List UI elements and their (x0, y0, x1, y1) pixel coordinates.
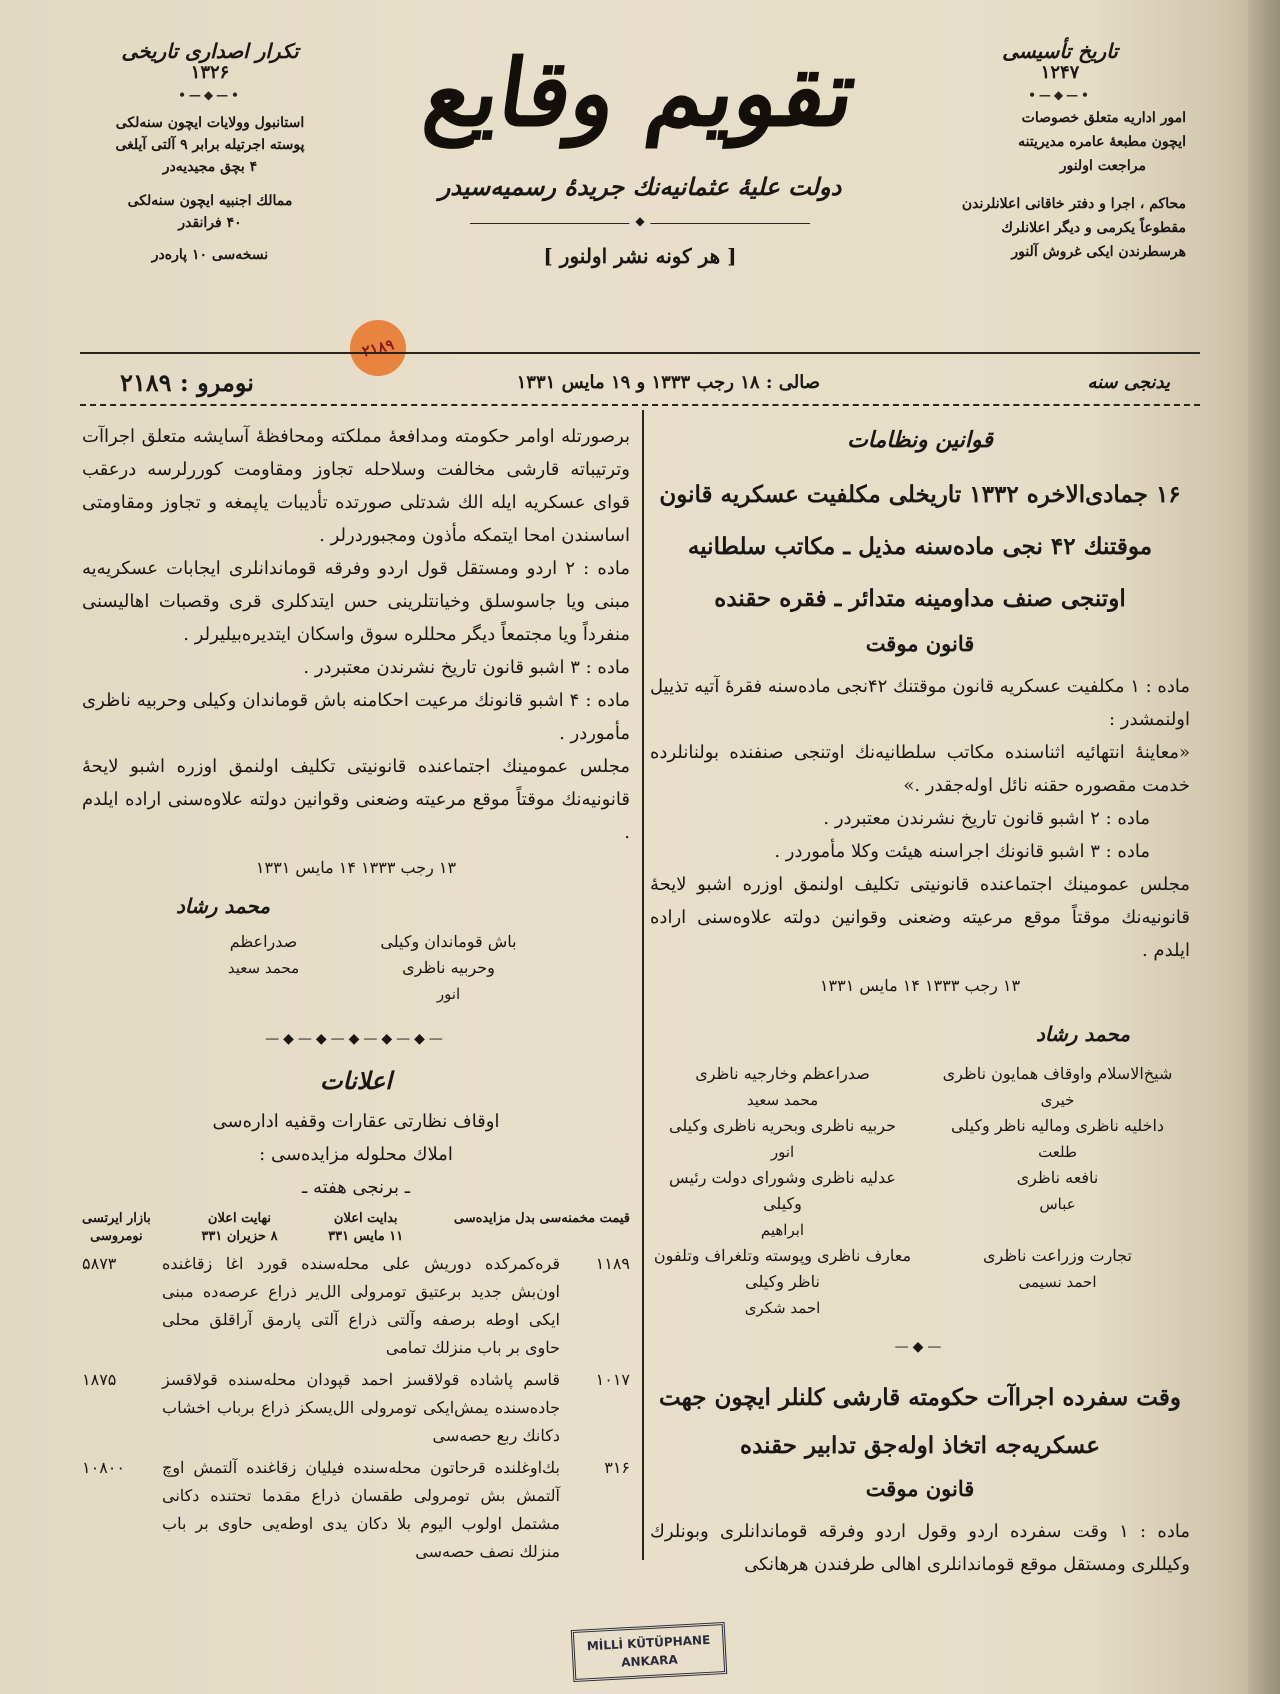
header-reissue-block (80, 40, 340, 266)
volume-year: یدنجی سنه (1087, 372, 1170, 393)
left-column (82, 420, 630, 1566)
ad-row: ۱۰۱۷ قاسم پاشاده قولاقسز احمد قپودان محله‌سنده قولاقسز جاده‌سنده یمش‌ایکی تومرولی الل‌یسکز ذراع برباب اخشاب دکانك ربع حصه‌سی ۱۸۷۵ (82, 1370, 630, 1445)
masthead-rule (470, 223, 810, 224)
dateline (80, 368, 1200, 402)
article: ماده : ۳ اشبو قانون تاریخ نشرندن معتبردر . (303, 657, 630, 678)
newspaper-motto: [ هر کونه نشر اولنور ] (543, 244, 737, 268)
signature: تجارت وزراعت ناظری احمد نسیمی (983, 1246, 1132, 1291)
ad-row: ۱۱۸۹ قره‌کمرکده دوریش علی محله‌سنده قورد اغا زقاغنده اون‌بش جدید برعتیق تومرولی الل‌یر ذراع عرصه‌ده مبنی ایکی اوطه برصفه وآلتی ذراع آلتی پارمق آراقلق محلی حاوی بر باب منزلك تمامی ۵۸۷۳ (82, 1254, 630, 1357)
law-kind: قانون موقت (865, 631, 975, 656)
ornament: •—◆—• (178, 88, 242, 102)
ad-auction: املاك محلوله مزایده‌سی : (259, 1144, 453, 1165)
article: ماده : ۱ وقت سفرده اردو وقول اردو وفرقه قوماندانلری وبونلرك وکیللری ومستقل موقع قوماندانلری اهالی طرفندن هرهانکی (650, 1521, 1190, 1575)
law-title: وقت سفرده اجراآت حکومته قارشی کلنلر ایچون جهت عسکریه‌جه اتخاذ اوله‌جق تدابیر حقنده (659, 1384, 1181, 1459)
ad-row: ۳۱۶ بك‌اوغلنده قرحاتون محله‌سنده فیلیان زقاغنده آلتمش اوچ آلتمش بش تومرولی طقسان ذراع مقدما تحتنده دکانی مشتمل اولوب الیوم بلا دکان یدی اوطه‌یی حاوی بر باب منزلك نصف حصه‌سی ۱۰۸۰۰ (82, 1458, 630, 1561)
ornament: —◆— (894, 1339, 946, 1355)
signature: شیخ‌الاسلام واوقاف همایون ناظری خیری (942, 1064, 1173, 1109)
signature: صدراعظم وخارجیه ناظری محمد سعید (695, 1064, 870, 1109)
decree-text: مجلس عمومینك اجتماعنده قانونیتی تکلیف اولنمق اوزره اشبو لایحهٔ قانونیه‌نك موقتاً موقع مرعیته وضعنی وقوانین دولته علاوه‌سنی اراده ایلدم . (82, 756, 630, 843)
section-heading: قوانین ونظامات (847, 427, 993, 453)
header-rule (80, 352, 1200, 354)
column-divider (642, 410, 644, 1560)
article: ماده : ۳ اشبو قانونك اجراسنه هیئت وکلا مأموردر . (774, 841, 1150, 862)
page-fold-shadow (1248, 0, 1280, 1694)
right-column (650, 420, 1190, 1581)
signature: صدراعظم محمد سعید (227, 932, 300, 977)
signature: داخلیه ناظری ومالیه ناظر وکیلی طلعت (950, 1116, 1165, 1161)
issue-date: صالی : ۱۸ رجب ۱۳۳۳ و ۱۹ مایس ۱۳۳۱ (516, 372, 820, 393)
article: ماده : ۲ اشبو قانون تاریخ نشرندن معتبردر . (823, 808, 1150, 829)
minister-signatures (650, 1061, 1190, 1321)
ad-table-header: قیمت مخمنه‌سی بدل مزایده‌سی بدایت اعلان ۱۱ مایس ۳۳۱ نهایت اعلان ۸ حزیران ۳۳۱ بازار ایرتسی نومروسی (82, 1211, 630, 1244)
law-kind: قانون موقت (865, 1476, 975, 1501)
library-stamp: MİLLİ KÜTÜPHANE ANKARA (571, 1622, 728, 1682)
ornament: —◆—◆—◆—◆—◆— (265, 1031, 447, 1047)
signature: حربیه ناظری وبحریه ناظری وکیلی انور (669, 1116, 896, 1161)
founding-label: تاریخ تأسیسی (1002, 39, 1118, 63)
newspaper-title: تقویم وقایع (417, 39, 863, 147)
issue-number: نومرو : ۲۱۸۹ (120, 368, 254, 397)
signature: نافعه ناظری عباس (1016, 1168, 1099, 1213)
ad-week: ـ برنجی هفته ـ (302, 1177, 410, 1198)
reissue-year: ۱۳۲۶ (190, 62, 230, 83)
sultan-signature: محمد رشاد (1035, 1022, 1130, 1046)
law-continuation: برصورتله اوامر حکومته ومدافعهٔ مملکته ومحافظهٔ آسایشه متعلق اجراآت وترتیباته قارشی مخالفت وسلاحله تجاوز ومقاومت کوررلرسه درعقب قوای عسکریه ایله الك شدتلی صورتده تأدیبات یاپمغه و تجاوز ومقاومتی اساسندن امحا ایتمکه مأذون ومجبوردرلر . (82, 426, 630, 546)
decree-text: مجلس عمومینك اجتماعنده قانونیتی تکلیف اولنمق اوزره اشبو لایحهٔ قانونیه‌نك موقتاً موقع مرعیته وضعنی وقوانین دولته علاوه‌سنی اراده ایلدم . (650, 874, 1190, 961)
law-title: ۱۶ جمادی‌الاخره ۱۳۳۲ تاریخلی مکلفیت عسکریه قانون موقتنك ۴۲ نجی ماده‌سنه مذیل ـ مکاتب سلطانیه اوتنجی صنف مداومینه متدائر ـ فقره حقنده (659, 481, 1181, 612)
decree-date: ۱۳ رجب ۱۳۳۳ ۱۴ مایس ۱۳۳۱ (255, 858, 457, 877)
dateline-rule (80, 404, 1200, 406)
article: ماده : ۱ مکلفیت عسکریه قانون موقتنك ۴۲نجی ماده‌سنه فقرهٔ آتیه تذییل اولنمشدر : (650, 676, 1190, 730)
article: ماده : ۲ اردو ومستقل قول اردو وفرقه قوماندانلری ایجابات عسکریه‌یه مبنی ویا جاسوسلق وخیانتلرینی حس ایتدکلری قری وقصبات اهالیسنی منفرداً ویا مجتمعاً دیگر محللره سوق واسکان ایتدیره‌بیلیرلر . (82, 558, 630, 645)
reissue-label: تکرار اصداری تاریخی (121, 39, 299, 63)
ad-office: اوقاف نظارتی عقارات وقفیه اداره‌سی (212, 1111, 500, 1132)
article: «معاینهٔ انتهائیه اثناسنده مکاتب سلطانیه‌نك اوتنجی صنفنده بولنانلرده خدمت مقصوره حقنه نائل اوله‌جقدر .» (650, 742, 1190, 796)
article: ماده : ۴ اشبو قانونك مرعیت احکامنه باش قوماندان وکیلی وحربیه ناظری مأموردر . (82, 690, 630, 744)
newspaper-subtitle: دولت علیهٔ عثمانیه‌نك جریدهٔ رسمیه‌سیدر (438, 172, 842, 201)
founding-year: ۱۲۴۷ (1040, 62, 1080, 83)
header-notes: امور اداریه متعلق خصوصات ایچون مطبعهٔ عامره مدیریتنه مراجعت اولنور محاکم ، اجرا و دفتر خاقانی اعلانلرندن مقطوعاً یکرمی و دیگر اعلانلرك هرسطرندن ایکی غروش آلنور (961, 110, 1186, 260)
signature: باش قوماندان وکیلی وحربیه ناظری انور (380, 932, 517, 1003)
masthead (380, 28, 900, 268)
subscription-info: استانبول وولایات ایچون سنه‌لکی پوسته اجرتیله برابر ۹ آلتی آیلغی ۴ بچق مجیدیه‌در (115, 115, 305, 175)
ornament: •—◆—• (1028, 88, 1092, 102)
foreign-subscription: ممالك اجنبیه ایچون سنه‌لکی ۴۰ فرانقدر (127, 193, 293, 231)
sultan-signature: محمد رشاد (175, 894, 270, 918)
decree-date: ۱۳ رجب ۱۳۳۳ ۱۴ مایس ۱۳۳۱ (819, 976, 1021, 995)
issue-price: نسخه‌سی ۱۰ پاره‌در (151, 247, 269, 263)
announcements-heading: اعلانات (320, 1066, 392, 1095)
header-founding-block (910, 40, 1210, 264)
minister-signatures (176, 929, 536, 1007)
signature: عدلیه ناظری وشورای دولت رئیس وکیلی ابراهیم (669, 1168, 896, 1239)
issue-number-stamp: ۲۱۸۹ (344, 314, 412, 382)
signature: معارف ناظری وپوسته وتلغراف وتلفون ناظر وکیلی احمد شکری (653, 1246, 912, 1317)
